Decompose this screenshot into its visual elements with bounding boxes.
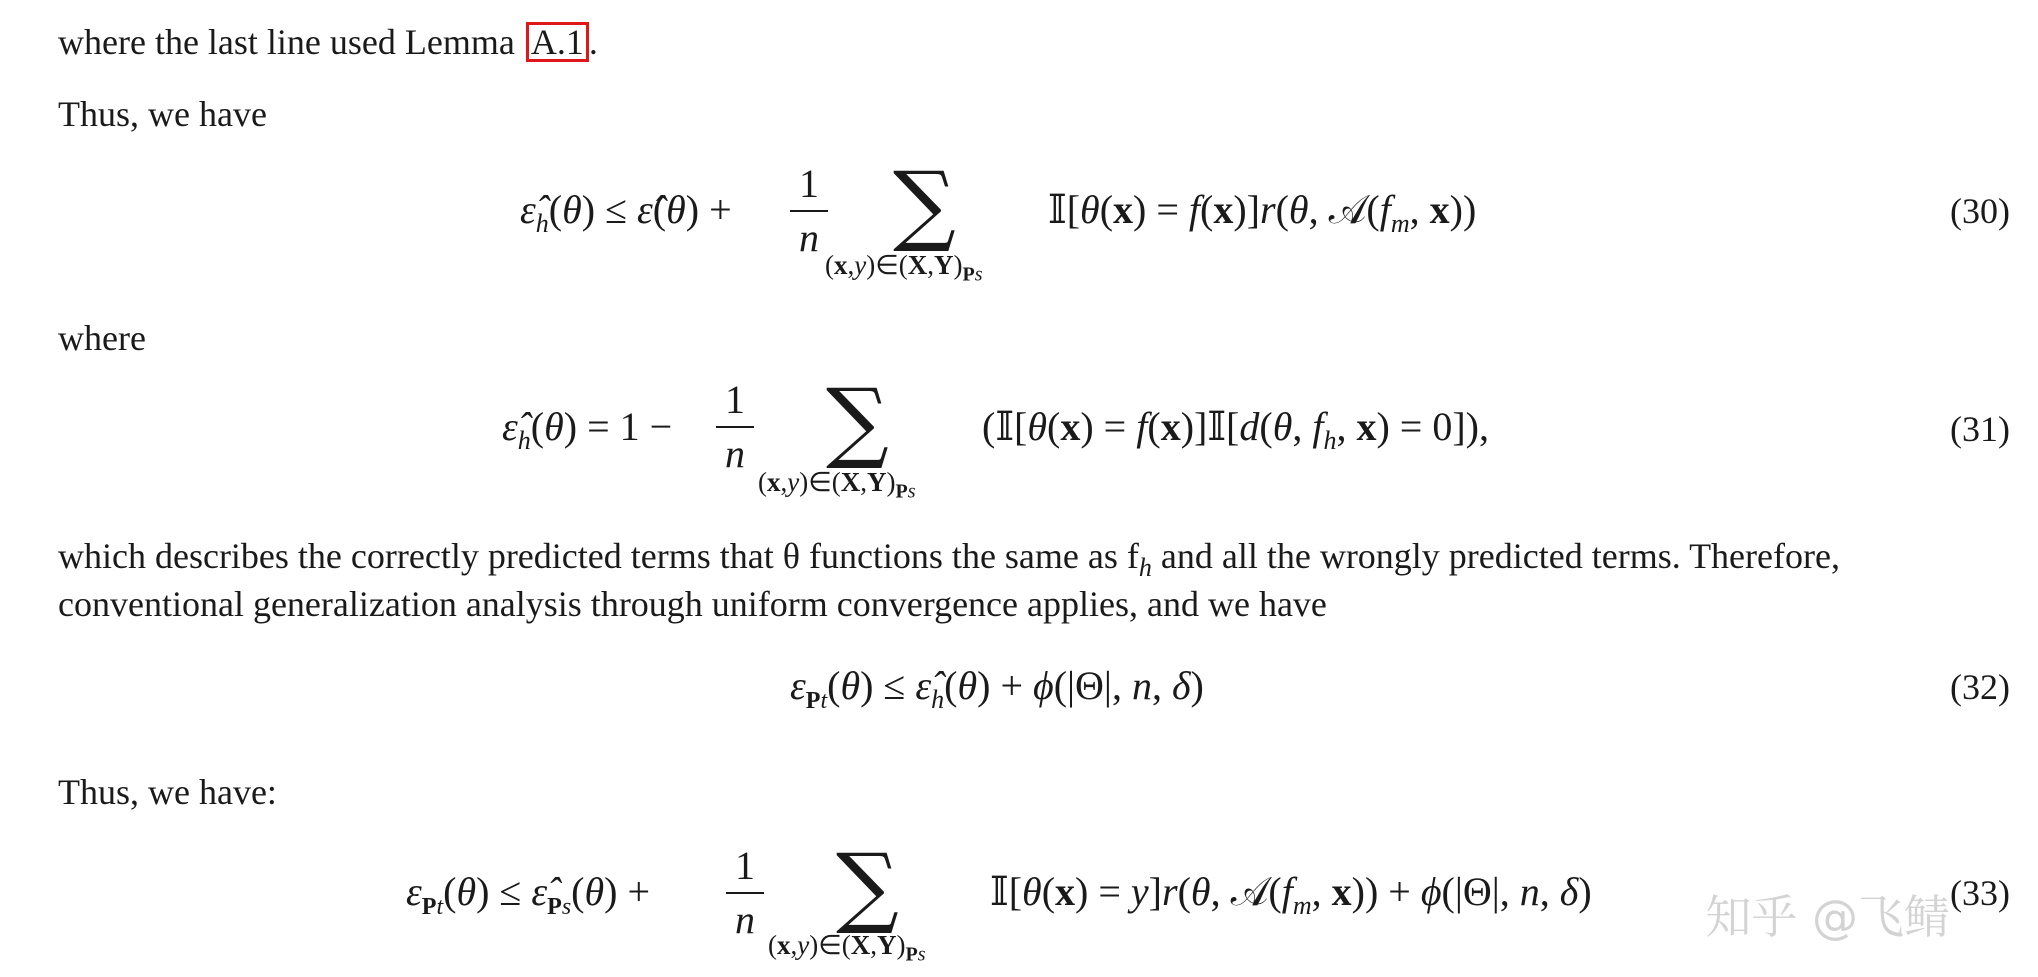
- eq33-rhs: 𝕀[θ(x) = y]r(θ, $𝒜(f_m$, x)) + ϕ(|Θ|, n, δ): [990, 869, 1592, 920]
- eq31-numerator: 1: [725, 377, 745, 422]
- eq31-summation-sign: ∑: [826, 369, 889, 472]
- eq31-number: (31): [1950, 409, 2010, 449]
- eq30-rhs: 𝕀[θ(x) = f(x)]r(θ, $𝒜(f_m$, x)): [1048, 187, 1477, 238]
- text-period: .: [588, 22, 598, 62]
- text-paragraph-line2: conventional generalization analysis through uniform convergence applies, and we have: [58, 584, 1327, 624]
- eq30-sum-subscript: $(x,y)\in(X,Y)_{Ps}$: [825, 250, 983, 286]
- eq32-expression: $\varepsilon_{Pt}(\theta)$ ≤ $\varepsilon̂_h(\theta) + \phi(|\Theta|$, n, δ): [790, 663, 1204, 714]
- text-line-lemma: [58, 18, 598, 66]
- text-paragraph-part1: which describes the correctly predicted terms that θ functions the same as f: [58, 536, 1139, 576]
- text-where: where: [58, 318, 146, 358]
- eq33-number: (33): [1950, 873, 2010, 913]
- text-thus-we-have-2: Thus, we have:: [58, 772, 277, 812]
- eq33-sum-subscript: $(x,y)\in(X,Y)_{Ps}$: [768, 930, 926, 966]
- eq30-lhs: $\varepsilon̂_h(\theta)$ ≤ ε̂(θ) +: [520, 187, 732, 238]
- lemma-reference-link[interactable]: A.1: [526, 22, 589, 62]
- eq30-number: (30): [1950, 191, 2010, 231]
- eq30-fraction: [790, 162, 828, 260]
- text-thus-we-have: Thus, we have: [58, 94, 267, 134]
- eq30-denominator: n: [799, 215, 819, 260]
- eq31-sum-subscript: $(x,y)\in(X,Y)_{Ps}$: [758, 467, 916, 503]
- eq32-number: (32): [1950, 667, 2010, 707]
- eq33-fraction: [726, 844, 764, 942]
- eq33-numerator: 1: [735, 843, 755, 888]
- eq30-summation-sign: ∑: [893, 152, 956, 255]
- eq31-denominator: n: [725, 431, 745, 476]
- eq31-lhs: $\varepsilon̂_h(\theta) = 1$ −: [502, 404, 673, 455]
- watermark-text: 知乎 @飞鲭: [1705, 890, 1950, 944]
- eq31-fraction: [716, 378, 754, 476]
- text-paragraph-subscript: h: [1138, 553, 1152, 583]
- eq33-lhs: $\varepsilon_{Pt}(\theta)$ ≤ $\varepsilon̂_{Ps}(\theta)$ +: [406, 869, 651, 920]
- eq30-numerator: 1: [799, 161, 819, 206]
- eq33-denominator: n: [735, 897, 755, 942]
- text-lemma-prefix: where the last line used Lemma: [58, 22, 524, 62]
- eq33-summation-sign: ∑: [836, 834, 899, 937]
- text-paragraph-part2: and all the wrongly predicted terms. Therefore,: [1151, 536, 1840, 576]
- eq31-rhs: (𝕀[θ(x) = f(x)]𝕀[d(θ, $f_h$, x) = 0]),: [982, 404, 1489, 455]
